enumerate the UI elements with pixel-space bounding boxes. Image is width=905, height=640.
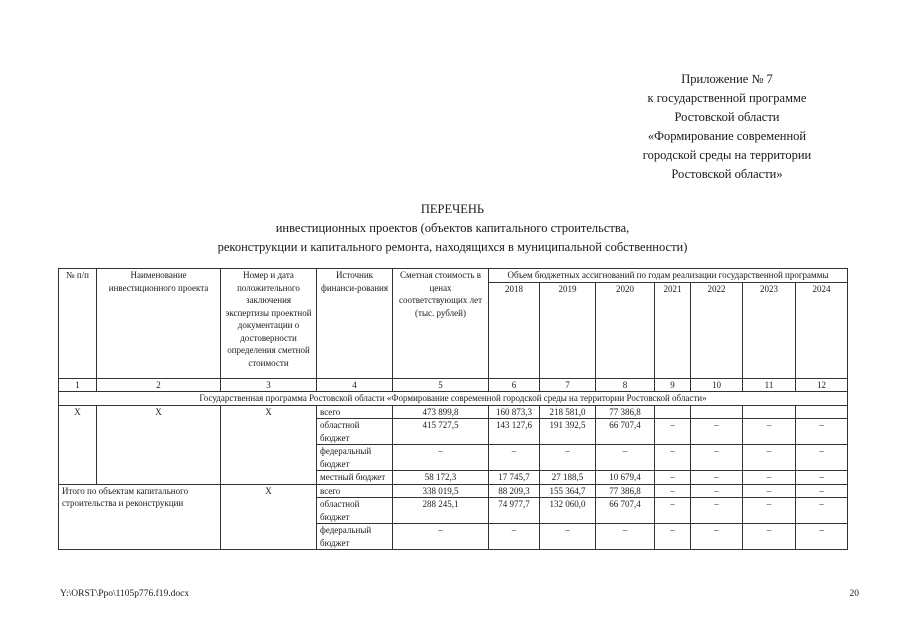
row-2020: 66 707,4: [596, 419, 655, 445]
row-expertise: Х: [221, 405, 317, 484]
title-line: инвестиционных проектов (объектов капитального строительства,: [275, 221, 630, 235]
column-number: 7: [540, 378, 596, 392]
appendix-line: Ростовской области»: [671, 167, 783, 181]
header-cost: Сметная стоимость в ценах соответствующих лет (тыс. рублей): [393, 269, 489, 379]
row-2024: –: [796, 498, 848, 524]
appendix-line: Приложение № 7: [681, 72, 773, 86]
row-cost: 288 245,1: [393, 498, 489, 524]
column-number: 11: [743, 378, 796, 392]
row-total-name: Итого по объектам капитального строительства и реконструкции: [59, 484, 221, 550]
table-row: [59, 484, 848, 498]
investment-projects-table: [58, 268, 848, 550]
title-heading: ПЕРЕЧЕНЬ: [420, 202, 485, 216]
row-2018: 143 127,6: [489, 419, 540, 445]
row-2018: 17 745,7: [489, 471, 540, 485]
row-2024: –: [796, 524, 848, 550]
row-2019: 218 581,0: [540, 405, 596, 419]
appendix-header: [597, 70, 857, 184]
header-name: Наименование инвестиционного проекта: [97, 269, 221, 379]
row-cost: 415 727,5: [393, 419, 489, 445]
row-2022: –: [691, 419, 743, 445]
header-year: 2022: [691, 282, 743, 378]
row-expertise: Х: [221, 484, 317, 550]
footer-file-path: Y:\ORST\Ppo\1105p776.f19.docx: [60, 589, 190, 599]
row-2023: –: [743, 524, 796, 550]
row-cost: –: [393, 445, 489, 471]
appendix-line: «Формирование современной: [647, 129, 807, 143]
header-year: 2020: [596, 282, 655, 378]
column-number: 4: [317, 378, 393, 392]
row-name: Х: [97, 405, 221, 484]
row-source: местный бюджет: [317, 471, 393, 485]
header-row: [59, 269, 848, 283]
row-source: всего: [317, 484, 393, 498]
row-source: областной бюджет: [317, 419, 393, 445]
row-2024: –: [796, 471, 848, 485]
row-2023: –: [743, 445, 796, 471]
row-2020: 66 707,4: [596, 498, 655, 524]
row-2020: 77 386,8: [596, 484, 655, 498]
header-year: 2024: [796, 282, 848, 378]
row-2019: –: [540, 445, 596, 471]
footer-page-number: 20: [849, 589, 859, 599]
row-2019: 155 364,7: [540, 484, 596, 498]
column-number: 8: [596, 378, 655, 392]
title-line: реконструкции и капитального ремонта, находящихся в муниципальной собственности): [217, 240, 688, 254]
column-number: 9: [655, 378, 691, 392]
column-number: 6: [489, 378, 540, 392]
row-2024: –: [796, 445, 848, 471]
header-expertise: Номер и дата положительного заключения экспертизы проектной документации о достоверности определения сметной стоимости: [221, 269, 317, 379]
row-2020: –: [596, 524, 655, 550]
row-source: федеральный бюджет: [317, 445, 393, 471]
row-2022: –: [691, 471, 743, 485]
row-2019: –: [540, 524, 596, 550]
row-cost: 58 172,3: [393, 471, 489, 485]
column-number: 10: [691, 378, 743, 392]
row-source: федеральный бюджет: [317, 524, 393, 550]
header-year: 2018: [489, 282, 540, 378]
appendix-line: городской среды на территории: [642, 148, 812, 162]
row-2018: 74 977,7: [489, 498, 540, 524]
row-2018: –: [489, 524, 540, 550]
row-num: Х: [59, 405, 97, 484]
row-2023: –: [743, 419, 796, 445]
row-2024: [796, 405, 848, 419]
header-year: 2021: [655, 282, 691, 378]
row-2021: –: [655, 484, 691, 498]
row-2018: 88 209,3: [489, 484, 540, 498]
row-2022: –: [691, 498, 743, 524]
row-2024: –: [796, 419, 848, 445]
table-row: [59, 405, 848, 419]
row-2019: 27 188,5: [540, 471, 596, 485]
program-title: Государственная программа Ростовской области «Формирование современной городской среды на территории Ростовской области»: [59, 392, 848, 406]
row-2024: –: [796, 484, 848, 498]
row-2021: –: [655, 471, 691, 485]
row-2020: 77 386,8: [596, 405, 655, 419]
column-number: 5: [393, 378, 489, 392]
column-number: 12: [796, 378, 848, 392]
row-2022: –: [691, 445, 743, 471]
header-source: Источник финанси-рования: [317, 269, 393, 379]
row-2023: [743, 405, 796, 419]
row-2021: –: [655, 419, 691, 445]
appendix-line: к государственной программе: [647, 91, 807, 105]
column-number: 2: [97, 378, 221, 392]
column-number: 1: [59, 378, 97, 392]
header-year: 2019: [540, 282, 596, 378]
appendix-line: Ростовской области: [674, 110, 780, 124]
row-2022: –: [691, 524, 743, 550]
document-title: [0, 200, 905, 257]
row-2018: –: [489, 445, 540, 471]
header-num: № п/п: [59, 269, 97, 379]
row-2020: –: [596, 445, 655, 471]
row-2023: –: [743, 498, 796, 524]
row-2022: [691, 405, 743, 419]
row-source: областной бюджет: [317, 498, 393, 524]
row-cost: –: [393, 524, 489, 550]
row-source: всего: [317, 405, 393, 419]
program-row: [59, 392, 848, 406]
row-2021: –: [655, 445, 691, 471]
row-2020: 10 679,4: [596, 471, 655, 485]
header-year: 2023: [743, 282, 796, 378]
row-cost: 473 899,8: [393, 405, 489, 419]
row-cost: 338 019,5: [393, 484, 489, 498]
row-2023: –: [743, 471, 796, 485]
row-2021: [655, 405, 691, 419]
row-2019: 132 060,0: [540, 498, 596, 524]
column-numbers-row: [59, 378, 848, 392]
row-2023: –: [743, 484, 796, 498]
row-2022: –: [691, 484, 743, 498]
row-2021: –: [655, 498, 691, 524]
row-2021: –: [655, 524, 691, 550]
header-volume: Объем бюджетных ассигнований по годам реализации государственной программы: [489, 269, 848, 283]
row-2018: 160 873,3: [489, 405, 540, 419]
row-2019: 191 392,5: [540, 419, 596, 445]
column-number: 3: [221, 378, 317, 392]
